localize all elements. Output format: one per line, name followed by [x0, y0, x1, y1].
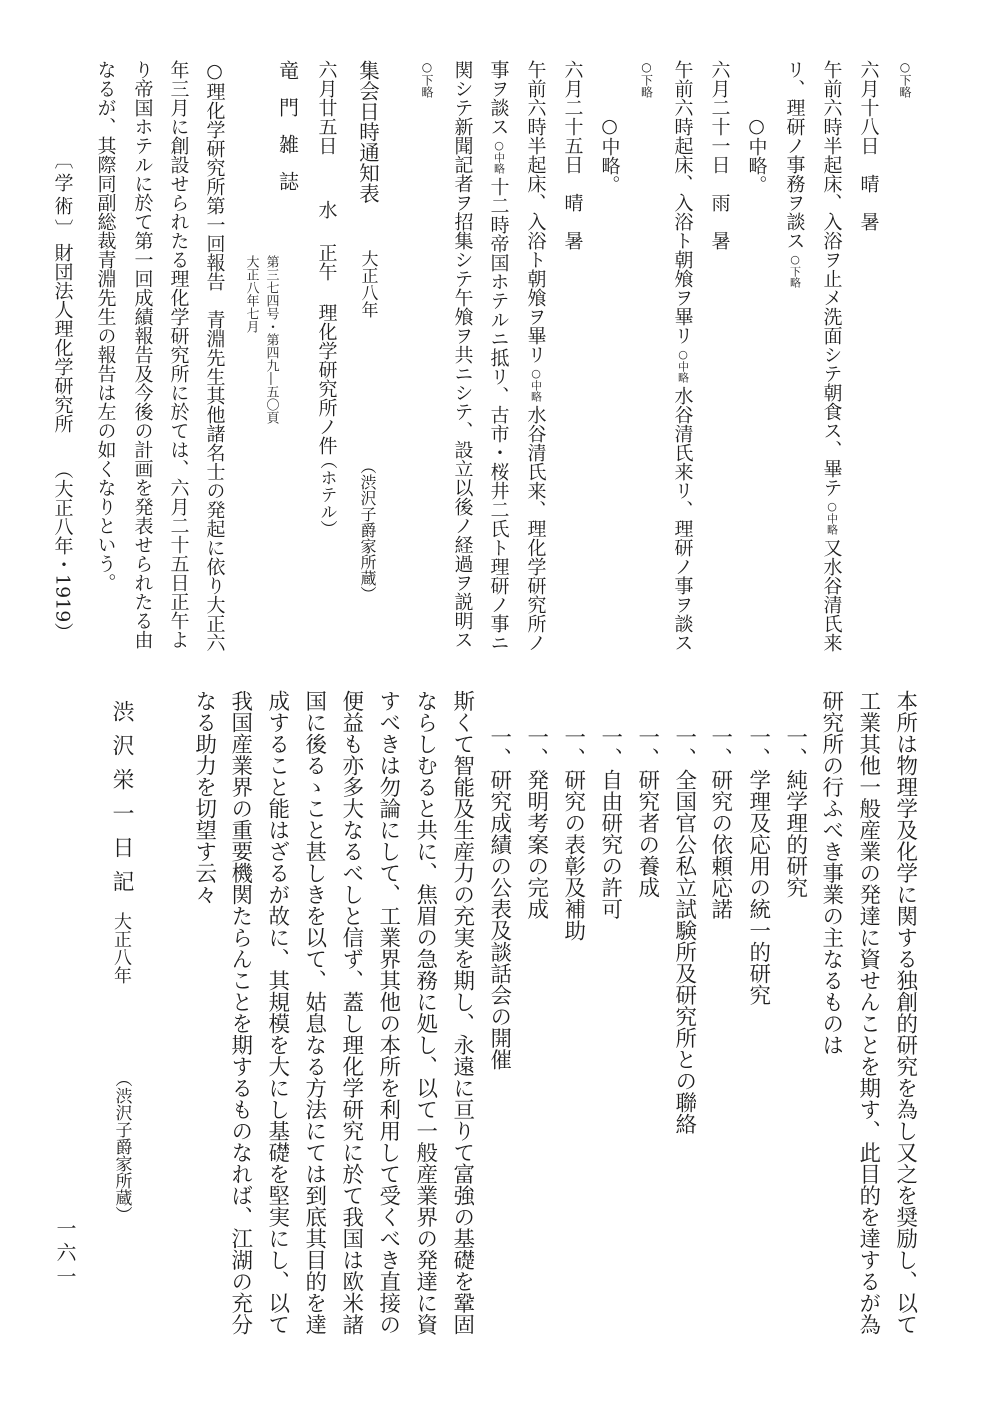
- ryumon-zasshi-date: 大正八年七月: [243, 255, 259, 333]
- meeting-time: 正午: [315, 243, 338, 281]
- report-line: ならしむると共に、焦眉の急務に処し、以て一般産業界の発達に資: [412, 690, 438, 1335]
- omission-note: ○中略: [676, 348, 690, 383]
- diary-title: 渋沢栄一日記: [109, 700, 134, 904]
- report-list-item: 一、研究者の養成: [634, 726, 660, 898]
- diary-text: 又水谷清氏来: [820, 538, 843, 652]
- page-number: 一六一: [53, 1218, 77, 1290]
- diary-entry-line: [785, 60, 804, 291]
- omission-note: ○下略: [420, 60, 434, 98]
- diary-year: 大正八年: [111, 912, 132, 984]
- diary-date-heading: 六月十八日 晴 暑: [857, 60, 880, 231]
- report-line: 成すること能はざるが故に、其規模を大にし基礎を堅実にし、以て: [264, 690, 290, 1335]
- running-head-category: 〔学術〕: [51, 150, 74, 242]
- report-list-item: 一、研究の依頼応諾: [707, 726, 733, 920]
- meeting-weekday: 水: [315, 200, 338, 219]
- report-line: 研究所の行ふべき事業の主なるものは: [818, 690, 844, 1056]
- ryumon-zasshi-issue: 第三七四号・第四九―五〇頁: [263, 255, 279, 424]
- diary-text: リ、理研ノ事務ヲ談ス: [783, 60, 806, 250]
- article-line: り帝国ホテルに於て第一回成績報告及今後の計画を発表せられたる由: [131, 60, 154, 649]
- meeting-date: 六月廿五日: [315, 60, 338, 155]
- meeting-notice-title: 集会日時通知表: [355, 60, 380, 204]
- diary-text: 十二時帝国ホテルニ抵リ、古市・桜井二氏ト理研ノ事ニ: [487, 177, 510, 652]
- report-list-item: 一、研究成績の公表及談話会の開催: [486, 726, 512, 1070]
- meeting-place: （ホテル）: [316, 452, 337, 537]
- meeting-notice-year: 大正八年: [357, 250, 378, 318]
- article-line: 年三月に創設せられたる理化学研究所に於ては、六月二十五日正午よ: [167, 60, 190, 649]
- report-line: すべきは勿論にして、工業界其他の本所を利用して受くべき直接の: [375, 690, 401, 1335]
- omission-note: ○中略: [529, 367, 543, 402]
- diary-entry-line: [822, 60, 841, 652]
- running-head-organization: 財団法人理化学研究所: [51, 243, 74, 433]
- report-line: 工業其他一般産業の発達に資せんことを期す、此目的を達するが為: [855, 690, 881, 1335]
- article-line: ○理化学研究所第一回報告 青淵先生其他諸名士の発起に依り大正六: [203, 60, 226, 652]
- diary-entry-line: 関シテ新聞記者ヲ招集シテ午飧ヲ共ニシテ、設立以後ノ経過ヲ説明ス: [451, 60, 474, 649]
- report-line: 斯くて智能及生産力の充実を期し、永遠に亘りて富強の基礎を鞏固: [449, 690, 475, 1335]
- omission-mark: ○中略。: [598, 115, 621, 194]
- omission-note: ○下略: [639, 60, 654, 98]
- ryumon-zasshi-title: 竜門雑誌: [275, 60, 300, 208]
- omission-note: ○中略: [825, 500, 839, 535]
- running-head-period: （大正八年・1919）: [51, 460, 74, 642]
- report-list-item: 一、自由研究の許可: [597, 726, 623, 920]
- report-line: 便益も亦多大なるべしと信ず、蓋し理化学研究に於て我国は欧米諸: [338, 690, 364, 1335]
- diary-text: 午前六時半起床、入浴ト朝飧ヲ畢リ: [524, 60, 547, 364]
- report-line: 我国産業界の重要機関たらんことを期するものなれば、江湖の充分: [227, 690, 253, 1335]
- omission-note: ○中略: [492, 139, 506, 174]
- report-list-item: 一、研究の表彰及補助: [560, 726, 586, 941]
- report-list-item: 一、純学理的研究: [782, 726, 808, 898]
- omission-note: ○下略: [898, 60, 912, 98]
- diary-text: 水谷清氏来リ、理研ノ事ヲ談ス: [671, 386, 694, 652]
- meeting-notice-source: （渋沢子爵家所蔵）: [358, 458, 377, 602]
- report-list-item: 一、発明考案の完成: [523, 726, 549, 920]
- omission-mark: ○中略。: [745, 115, 768, 194]
- diary-date-heading: 六月二十一日 雨 暑: [708, 60, 731, 250]
- report-line: なる助力を切望す云々: [191, 690, 217, 905]
- diary-text: 午前六時起床、入浴ト朝飧ヲ畢リ: [671, 60, 694, 345]
- diary-entry-line: [526, 60, 545, 652]
- diary-text: 水谷清氏来、理化学研究所ノ: [524, 405, 547, 652]
- diary-entry-line: [673, 60, 692, 652]
- report-list-item: 一、学理及応用の統一的研究: [745, 726, 771, 1006]
- report-line: 国に後るゝこと甚しきを以て、姑息なる方法にては到底其目的を達: [301, 690, 327, 1335]
- diary-date-heading: 六月二十五日 晴 暑: [561, 60, 584, 250]
- report-list-item: 一、全国官公私立試験所及研究所との聯絡: [671, 726, 697, 1135]
- omission-note: ○下略: [788, 253, 802, 288]
- diary-entry-line: [489, 60, 508, 652]
- article-line: なるが、其際同副総裁青淵先生の報告は左の如くなりという。: [94, 60, 117, 592]
- report-line: 本所は物理学及化学に関する独創的研究を為し又之を奨励し、以て: [892, 690, 918, 1335]
- diary-text: 事ヲ談ス: [487, 60, 510, 136]
- meeting-subject: 理化学研究所ノ件: [315, 303, 338, 455]
- diary-source-note: （渋沢子爵家所蔵）: [111, 1070, 132, 1223]
- diary-text: 午前六時半起床、入浴ヲ止メ洗面シテ朝食ス、畢テ: [820, 60, 843, 497]
